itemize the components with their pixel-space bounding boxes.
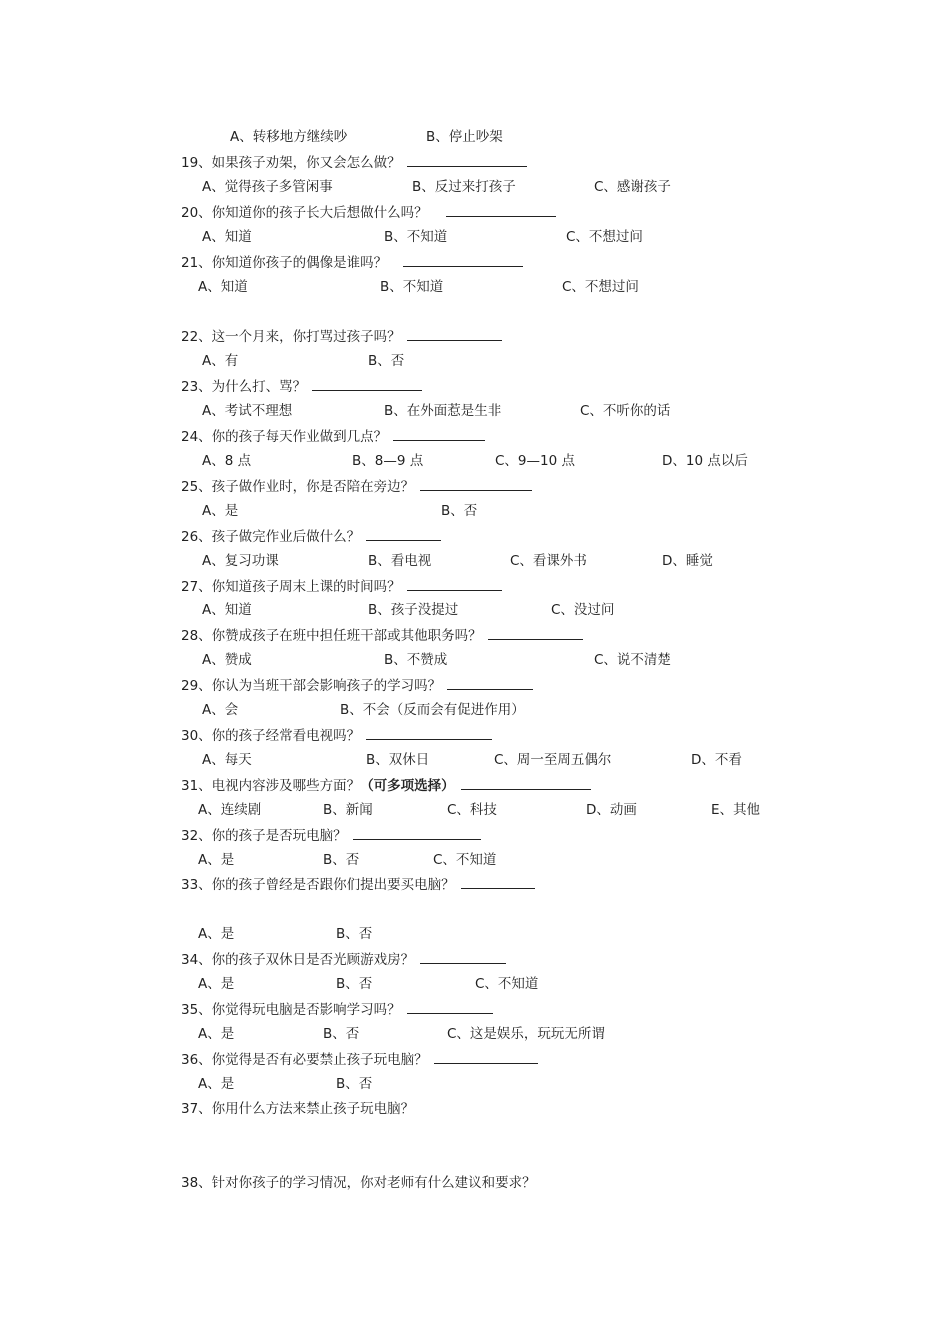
option-choice[interactable]: D、睡觉 [662,553,713,569]
option-choice[interactable]: C、没过问 [551,602,615,618]
question-row [181,527,441,545]
question-row [181,477,532,495]
answer-blank[interactable] [407,153,527,167]
option-choice[interactable]: B、双休日 [366,752,430,768]
question-row [181,203,556,221]
question-text: 35、你觉得玩电脑是否影响学习吗？ [181,1002,401,1018]
option-choice[interactable]: A、是 [202,503,239,519]
option-choice[interactable]: C、周一至周五偶尔 [494,752,612,768]
question-row [181,577,502,595]
options-row [0,228,950,246]
option-choice[interactable]: A、知道 [198,279,248,295]
option-choice[interactable]: C、不想过问 [562,279,639,295]
options-row [0,801,950,819]
option-choice[interactable]: A、是 [198,926,235,942]
answer-blank[interactable] [407,577,502,591]
answer-blank[interactable] [393,427,485,441]
question-row [181,726,492,744]
question-text: 26、孩子做完作业后做什么？ [181,529,361,545]
question-text: 30、你的孩子经常看电视吗？ [181,728,361,744]
option-choice[interactable]: B、8—9 点 [352,453,424,469]
option-choice[interactable]: B、停止吵架 [426,129,503,145]
question-row [181,1050,538,1068]
option-choice[interactable]: B、否 [323,852,360,868]
option-choice[interactable]: C、感谢孩子 [594,179,671,195]
option-choice[interactable]: A、是 [198,852,235,868]
option-choice[interactable]: A、8 点 [202,453,252,469]
option-choice[interactable]: B、新闻 [323,802,373,818]
answer-blank[interactable] [403,253,523,267]
option-choice[interactable]: D、不看 [691,752,742,768]
options-row [0,701,950,719]
answer-blank[interactable] [420,950,506,964]
answer-blank[interactable] [461,875,535,889]
options-row [0,278,950,296]
question-text: 19、如果孩子劝架，你又会怎么做？ [181,155,401,171]
option-choice[interactable]: B、不知道 [384,229,448,245]
answer-blank[interactable] [446,203,556,217]
question-text: 29、你认为当班干部会影响孩子的学习吗？ [181,678,442,694]
option-choice[interactable]: B、看电视 [368,553,432,569]
answer-blank[interactable] [407,1000,493,1014]
question-text: 32、你的孩子是否玩电脑？ [181,828,347,844]
options-row [0,1075,950,1093]
question-text: 24、你的孩子每天作业做到几点？ [181,429,388,445]
question-text: 31、电视内容涉及哪些方面？ [181,778,361,794]
question-row [181,626,583,644]
option-choice[interactable]: D、动画 [586,802,637,818]
options-row [0,452,950,470]
option-choice[interactable]: A、每天 [202,752,252,768]
option-choice[interactable]: C、不知道 [433,852,497,868]
option-choice[interactable]: B、否 [336,926,373,942]
question-text: 33、你的孩子曾经是否跟你们提出要买电脑？ [181,877,455,893]
question-row [181,253,523,271]
question-row [181,327,502,345]
option-choice[interactable]: B、否 [441,503,478,519]
option-choice[interactable]: A、赞成 [202,652,252,668]
question-text: 37、你用什么方法来禁止孩子玩电脑？ [181,1101,415,1117]
option-choice[interactable]: E、其他 [711,802,761,818]
answer-blank[interactable] [434,1050,538,1064]
option-choice[interactable]: B、反过来打孩子 [412,179,516,195]
option-choice[interactable]: A、知道 [202,229,252,245]
question-text: 21、你知道你孩子的偶像是谁吗？ [181,255,388,271]
options-row [0,402,950,420]
answer-blank[interactable] [312,377,422,391]
question-row [181,1000,493,1018]
options-row [0,651,950,669]
question-row [181,875,535,893]
question-text: 38、针对你孩子的学习情况，你对老师有什么建议和要求？ [181,1175,536,1191]
options-row [0,352,950,370]
option-choice[interactable]: A、有 [202,353,239,369]
options-row [0,178,950,196]
options-row [0,751,950,769]
option-choice[interactable]: A、考试不理想 [202,403,293,419]
option-choice[interactable]: A、会 [202,702,239,718]
question-text: 36、你觉得是否有必要禁止孩子玩电脑？ [181,1052,428,1068]
option-choice[interactable]: A、连续剧 [198,802,262,818]
answer-blank[interactable] [366,527,441,541]
option-choice[interactable]: C、9—10 点 [495,453,575,469]
answer-blank[interactable] [461,776,591,790]
question-row [181,826,481,844]
question-text: 27、你知道孩子周末上课的时间吗？ [181,579,401,595]
option-choice[interactable]: C、科技 [447,802,497,818]
option-choice[interactable]: C、不想过问 [566,229,643,245]
option-choice[interactable]: C、这是娱乐，玩玩无所谓 [447,1026,605,1042]
option-choice[interactable]: B、否 [336,1076,373,1092]
option-choice[interactable]: A、转移地方继续吵 [230,129,348,145]
answer-blank[interactable] [488,626,583,640]
question-text: 23、为什么打、骂？ [181,379,307,395]
question-text: 22、这一个月来，你打骂过孩子吗？ [181,329,401,345]
option-choice[interactable]: B、不赞成 [384,652,448,668]
options-row [0,601,950,619]
question-row [181,377,422,395]
question-row [181,1100,414,1118]
question-text: 28、你赞成孩子在班中担任班干部或其他职务吗？ [181,628,482,644]
option-choice[interactable]: C、看课外书 [510,553,587,569]
options-row [0,552,950,570]
option-choice[interactable]: B、不知道 [380,279,444,295]
option-choice[interactable]: C、不听你的话 [580,403,671,419]
option-choice[interactable]: B、孩子没提过 [368,602,459,618]
option-choice[interactable]: B、否 [368,353,405,369]
option-choice[interactable]: B、不会（反而会有促进作用） [340,702,525,718]
options-row [0,1025,950,1043]
options-row [0,975,950,993]
question-row [181,776,591,794]
question-row [181,153,527,171]
option-choice[interactable]: A、觉得孩子多管闲事 [202,179,333,195]
answer-blank[interactable] [366,726,492,740]
option-choice[interactable]: B、否 [323,1026,360,1042]
question-emphasis: （可多项选择） [360,778,455,794]
answer-blank[interactable] [407,327,502,341]
options-row [0,502,950,520]
option-choice[interactable]: B、否 [336,976,373,992]
question-text: 25、孩子做作业时，你是否陪在旁边？ [181,479,415,495]
answer-blank[interactable] [353,826,481,840]
option-choice[interactable]: A、是 [198,976,235,992]
option-choice[interactable]: A、是 [198,1026,235,1042]
option-choice[interactable]: C、说不清楚 [594,652,671,668]
option-choice[interactable]: A、是 [198,1076,235,1092]
option-choice[interactable]: A、知道 [202,602,252,618]
options-row [0,851,950,869]
options-row [0,925,950,943]
question-row [181,950,506,968]
question-text: 34、你的孩子双休日是否光顾游戏房？ [181,952,415,968]
option-choice[interactable]: D、10 点以后 [662,453,748,469]
answer-blank[interactable] [420,477,532,491]
question-row [181,1174,536,1192]
question-text: 20、你知道你的孩子长大后想做什么吗？ [181,205,428,221]
option-choice[interactable]: A、复习功课 [202,553,279,569]
option-choice[interactable]: B、在外面惹是生非 [384,403,502,419]
answer-blank[interactable] [447,676,533,690]
option-choice[interactable]: C、不知道 [475,976,539,992]
question-row [181,676,533,694]
options-row [0,128,950,146]
question-row [181,427,485,445]
